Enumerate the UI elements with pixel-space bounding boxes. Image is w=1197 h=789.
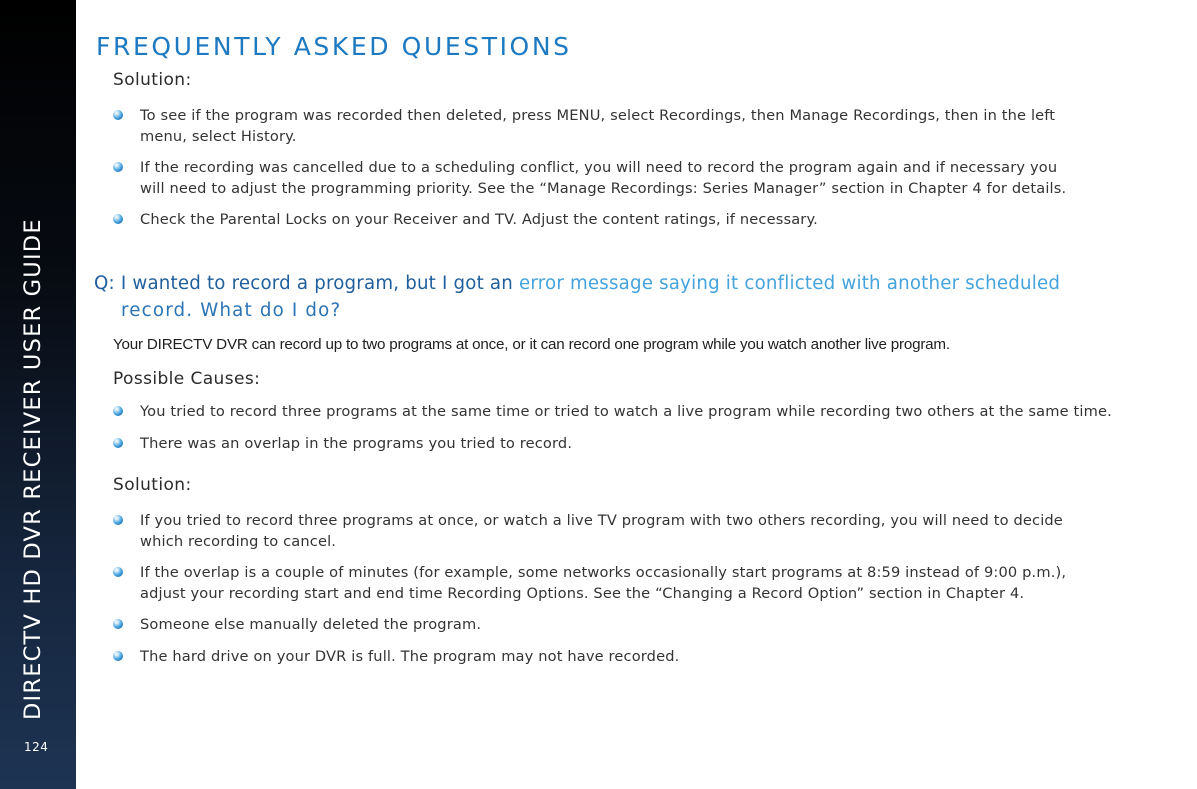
sidebar xyxy=(0,0,76,789)
list-item: To see if the program was recorded then deleted, press MENU, select Recordings, then Manage Recordings, then in the left menu, select History. xyxy=(113,106,1197,147)
page-number: 124 xyxy=(24,740,49,754)
list-item: If the recording was cancelled due to a scheduling conflict, you will need to record the program again and if necessary you will need to adjust the programming priority. See the “Manage Recordings: Series Manager” section in Chapter 4 for details. xyxy=(113,158,1197,199)
list-item: If the overlap is a couple of minutes (for example, some networks occasionally start programs at 8:59 instead of 9:00 p.m.), adjust your recording start and end time Recording Options. See the “Changing a Record Option” section in Chapter 4. xyxy=(113,563,1197,604)
bullet-icon xyxy=(113,651,123,661)
bullet-icon xyxy=(113,162,123,172)
question-text-part1: I wanted to record a program, but I got an xyxy=(120,273,513,294)
solution-list xyxy=(113,511,1197,667)
solution-heading: Solution: xyxy=(113,475,192,495)
question-text-part2: error message saying it conflicted with another scheduled xyxy=(518,273,1061,294)
bullet-icon xyxy=(113,406,123,416)
page-title: FREQUENTLY ASKED QUESTIONS xyxy=(96,32,572,61)
causes-list xyxy=(113,402,1197,454)
bullet-icon xyxy=(113,567,123,577)
faq-question xyxy=(94,270,1194,324)
sidebar-guide-title: DIRECTV HD DVR RECEIVER USER GUIDE xyxy=(20,218,46,720)
solution-heading: Solution: xyxy=(113,70,192,90)
answer-intro: Your DIRECTV DVR can record up to two programs at once, or it can record one program while you watch another live program. xyxy=(113,336,950,353)
list-item: If you tried to record three programs at once, or watch a live TV program with two others recording, you will need to decide which recording to cancel. xyxy=(113,511,1197,552)
solution-list xyxy=(113,106,1197,231)
bullet-icon xyxy=(113,110,123,120)
bullet-icon xyxy=(113,214,123,224)
bullet-icon xyxy=(113,438,123,448)
list-item: Someone else manually deleted the program. xyxy=(113,615,1197,636)
possible-causes-heading: Possible Causes: xyxy=(113,369,261,389)
question-prefix: Q: xyxy=(94,273,115,294)
bullet-icon xyxy=(113,619,123,629)
list-item: Check the Parental Locks on your Receiver and TV. Adjust the content ratings, if necessary. xyxy=(113,210,1197,231)
list-item: The hard drive on your DVR is full. The program may not have recorded. xyxy=(113,647,1197,668)
question-text-part3: record. What do I do? xyxy=(121,300,342,321)
content-area xyxy=(76,0,1197,789)
bullet-icon xyxy=(113,515,123,525)
list-item: There was an overlap in the programs you tried to record. xyxy=(113,434,1197,455)
list-item: You tried to record three programs at the same time or tried to watch a live program while recording two others at the same time. xyxy=(113,402,1197,423)
